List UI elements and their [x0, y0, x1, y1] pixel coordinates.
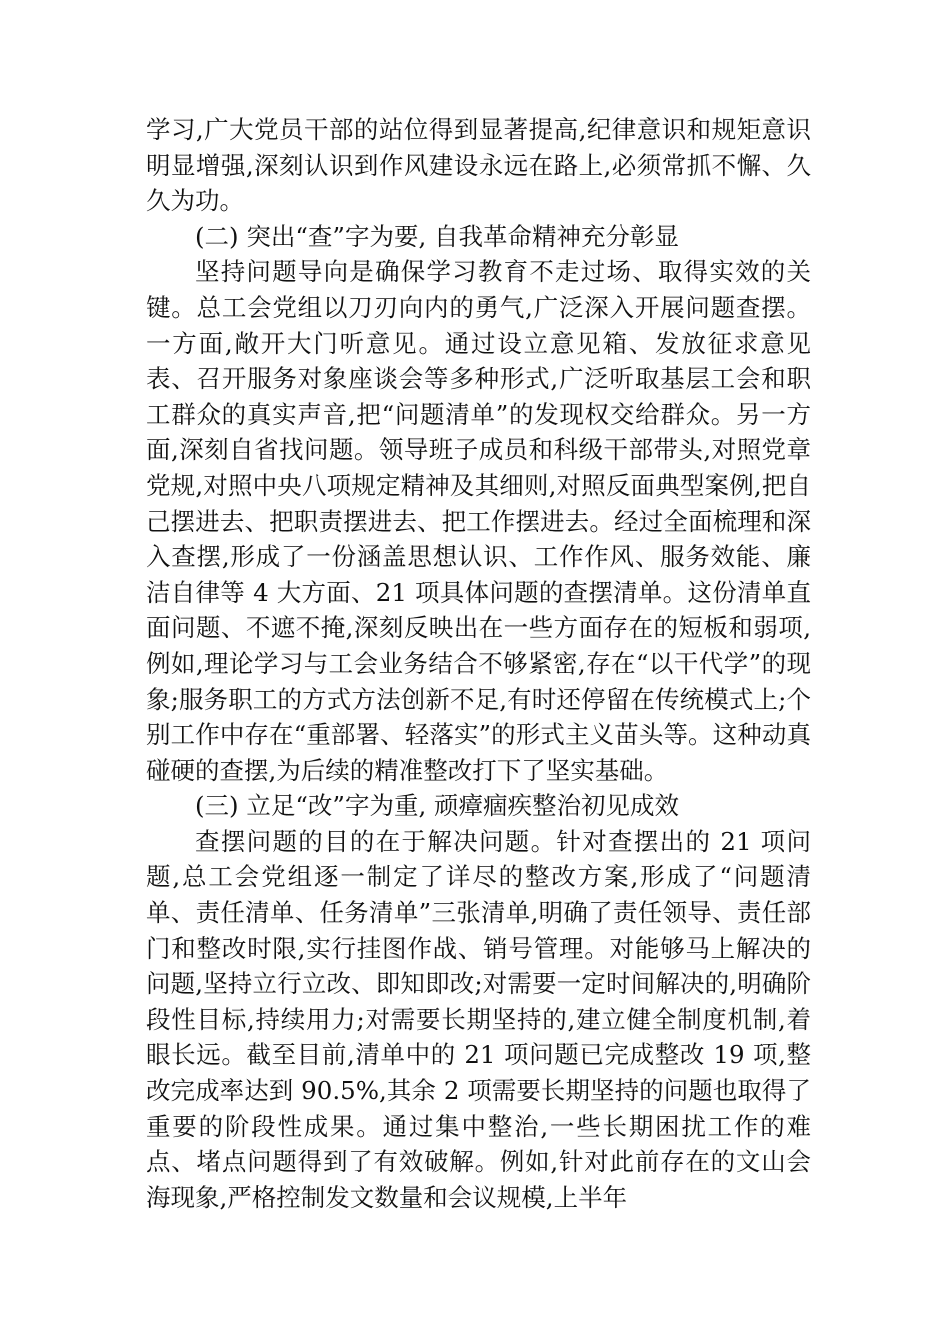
section-heading-two: (二) 突出“查”字为要, 自我革命精神充分彰显 — [195, 221, 680, 251]
document-page — [146, 112, 811, 1215]
paragraph-continuation: 学习,广大党员干部的站位得到显著提高,纪律意识和规矩意识明显增强,深刻认识到作风建设永远在路上,必须常抓不懈、久久为功。 — [146, 115, 811, 216]
paragraph-body: 查摆问题的目的在于解决问题。针对查摆出的 21 项问题,总工会党组逐一制定了详尽的整改方案,形成了“问题清单、责任清单、任务清单”三张清单,明确了责任领导、责任部门和整改时限,实行挂图作战、销号管理。对能够马上解决的问题,坚持立行立改、即知即改;对需要一定时间解决的,明确阶段性目标,持续用力;对需要长期坚持的,建立健全制度机制,着眼长远。截至目前,清单中的 21 项问题已完成整改 19 项,整改完成率达到 90.5%,其余 2 项需要长期坚持的问题也取得了重要的阶段性成果。通过集中整治,一些长期困扰工作的难点、堵点问题得到了有效破解。例如,针对此前存在的文山会海现象,严格控制发文数量和会议规模,上半年 — [146, 826, 811, 1212]
paragraph-body: 坚持问题导向是确保学习教育不走过场、取得实效的关键。总工会党组以刀刃向内的勇气,广泛深入开展问题查摆。一方面,敞开大门听意见。通过设立意见箱、发放征求意见表、召开服务对象座谈会等多种形式,广泛听取基层工会和职工群众的真实声音,把“问题清单”的发现权交给群众。另一方面,深刻自省找问题。领导班子成员和科级干部带头,对照党章党规,对照中央八项规定精神及其细则,对照反面典型案例,把自己摆进去、把职责摆进去、把工作摆进去。经过全面梳理和深入查摆,形成了一份涵盖思想认识、工作作风、服务效能、廉洁自律等 4 大方面、21 项具体问题的查摆清单。这份清单直面问题、不遮不掩,深刻反映出在一些方面存在的短板和弱项,例如,理论学习与工会业务结合不够紧密,存在“以干代学”的现象;服务职工的方式方法创新不足,有时还停留在传统模式上;个别工作中存在“重部署、轻落实”的形式主义苗头等。这种动真碰硬的查摆,为后续的精准整改打下了坚实基础。 — [146, 257, 811, 785]
section-heading-three: (三) 立足“改”字为重, 顽瘴痼疾整治初见成效 — [195, 791, 680, 821]
